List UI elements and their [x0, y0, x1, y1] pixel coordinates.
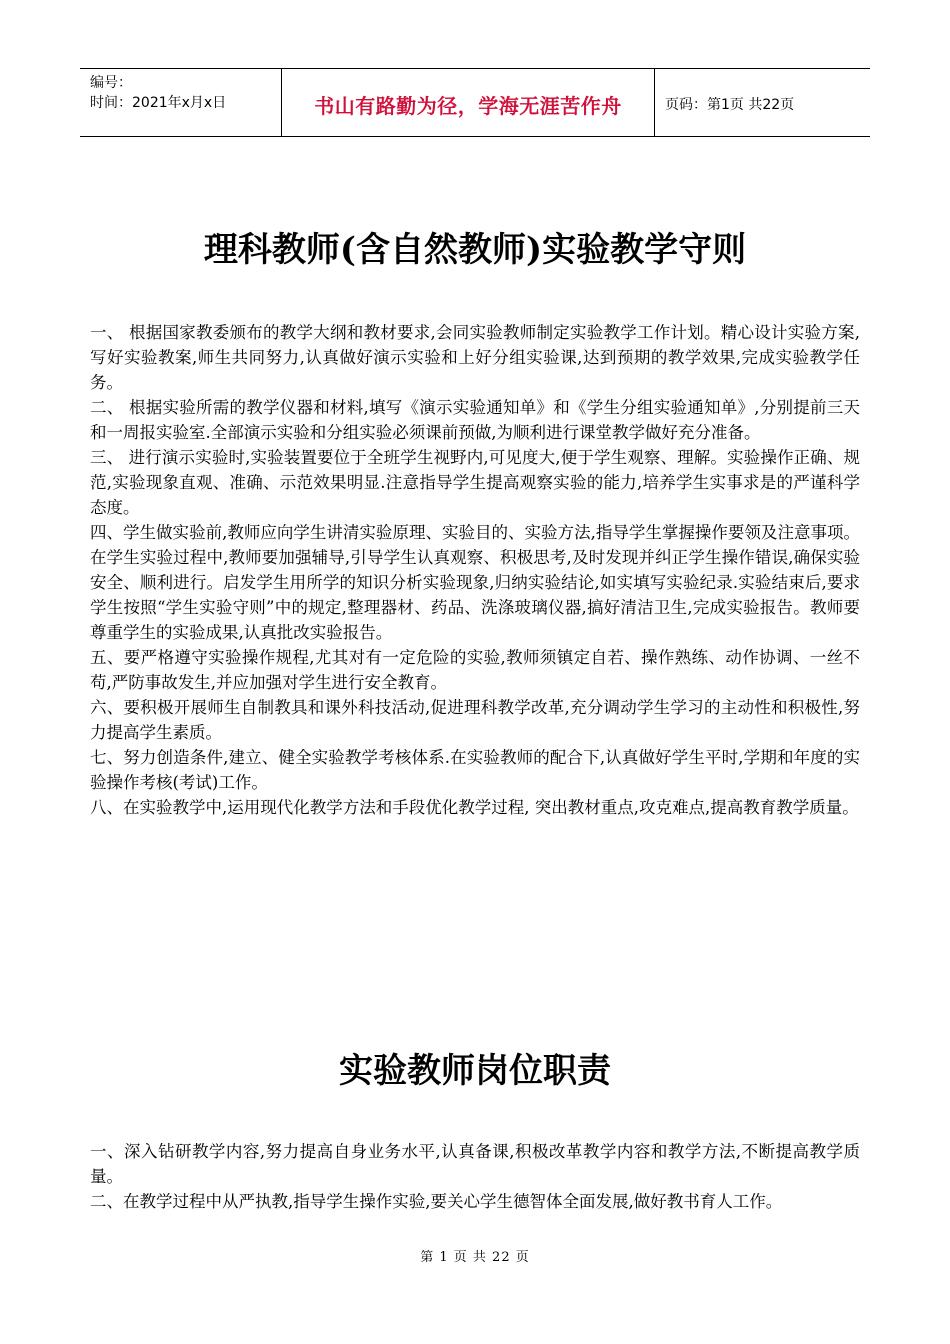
section1-paragraph: 八、在实验教学中,运用现代化教学方法和手段优化教学过程, 突出教材重点,攻克难点,提高教育教学质量。 — [90, 798, 859, 817]
header-meta — [80, 69, 281, 136]
section1-paragraph: 一、 根据国家教委颁布的教学大纲和教材要求,会同实验教师制定实验教学工作计划。精心设计实验方案,写好实验教案,师生共同努力,认真做好演示实验和上好分组实验课,达到预期的教学效果,完成实验教学任务。 — [90, 323, 860, 392]
section2-paragraph: 二、在教学过程中从严执教,指导学生操作实验,要关心学生德智体全面发展,做好教书育人工作。 — [90, 1192, 783, 1211]
section1-paragraph: 二、 根据实验所需的教学仪器和材料,填写《演示实验通知单》和《学生分组实验通知单》,分别提前三天和一周报实验室.全部演示实验和分组实验必须课前预做,为顺利进行课堂教学做好充分准备。 — [90, 398, 860, 442]
page-header — [80, 68, 870, 137]
section2-body — [90, 1139, 860, 1214]
section1-paragraph: 五、要严格遵守实验操作规程,尤其对有一定危险的实验,教师须镇定自若、操作熟练、动作协调、一丝不苟,严防事故发生,并应加强对学生进行安全教育。 — [90, 648, 860, 692]
section1-paragraph: 七、努力创造条件,建立、健全实验教学考核体系.在实验教师的配合下,认真做好学生平时,学期和年度的实验操作考核(考试)工作。 — [90, 748, 860, 792]
section1-body — [90, 320, 860, 820]
section2-title: 实验教师岗位职责 — [339, 1051, 611, 1091]
header-page-info: 页码：第1页 共22页 — [665, 96, 795, 113]
section1-paragraph: 三、 进行演示实验时,实验装置要位于全班学生视野内,可见度大,便于学生观察、理解。实验操作正确、规范,实验现象直观、准确、示范效果明显.注意指导学生提高观察实验的能力,培养学生实事求是的严谨科学态度。 — [90, 448, 860, 517]
page-footer: 第 1 页 共 22 页 — [420, 1250, 530, 1265]
section1-title: 理科教师(含自然教师)实验教学守则 — [203, 230, 747, 270]
document-time-label: 时间：2021年x月x日 — [90, 95, 227, 111]
section1-paragraph: 六、要积极开展师生自制教具和课外科技活动,促进理科教学改革,充分调动学生学习的主动性和积极性,努力提高学生素质。 — [90, 698, 860, 742]
section2-paragraph: 一、深入钻研教学内容,努力提高自身业务水平,认真备课,积极改革教学内容和教学方法,不断提高教学质量。 — [90, 1142, 860, 1186]
section1-paragraph: 四、学生做实验前,教师应向学生讲清实验原理、实验目的、实验方法,指导学生掌握操作要领及注意事项。在学生实验过程中,教师要加强辅导,引导学生认真观察、积极思考,及时发现并纠正学生操作错误,确保实验安全、顺利进行。启发学生用所学的知识分析实验现象,归纳实验结论,如实填写实验纪录.实验结束后,要求学生按照“学生实验守则”中的规定,整理器材、药品、洗涤玻璃仪器,搞好清洁卫生,完成实验报告。教师要尊重学生的实验成果,认真批改实验报告。 — [90, 523, 860, 642]
header-motto: 书山有路勤为径，学海无涯苦作舟 — [281, 69, 655, 136]
document-number-label: 编号： — [90, 75, 132, 91]
